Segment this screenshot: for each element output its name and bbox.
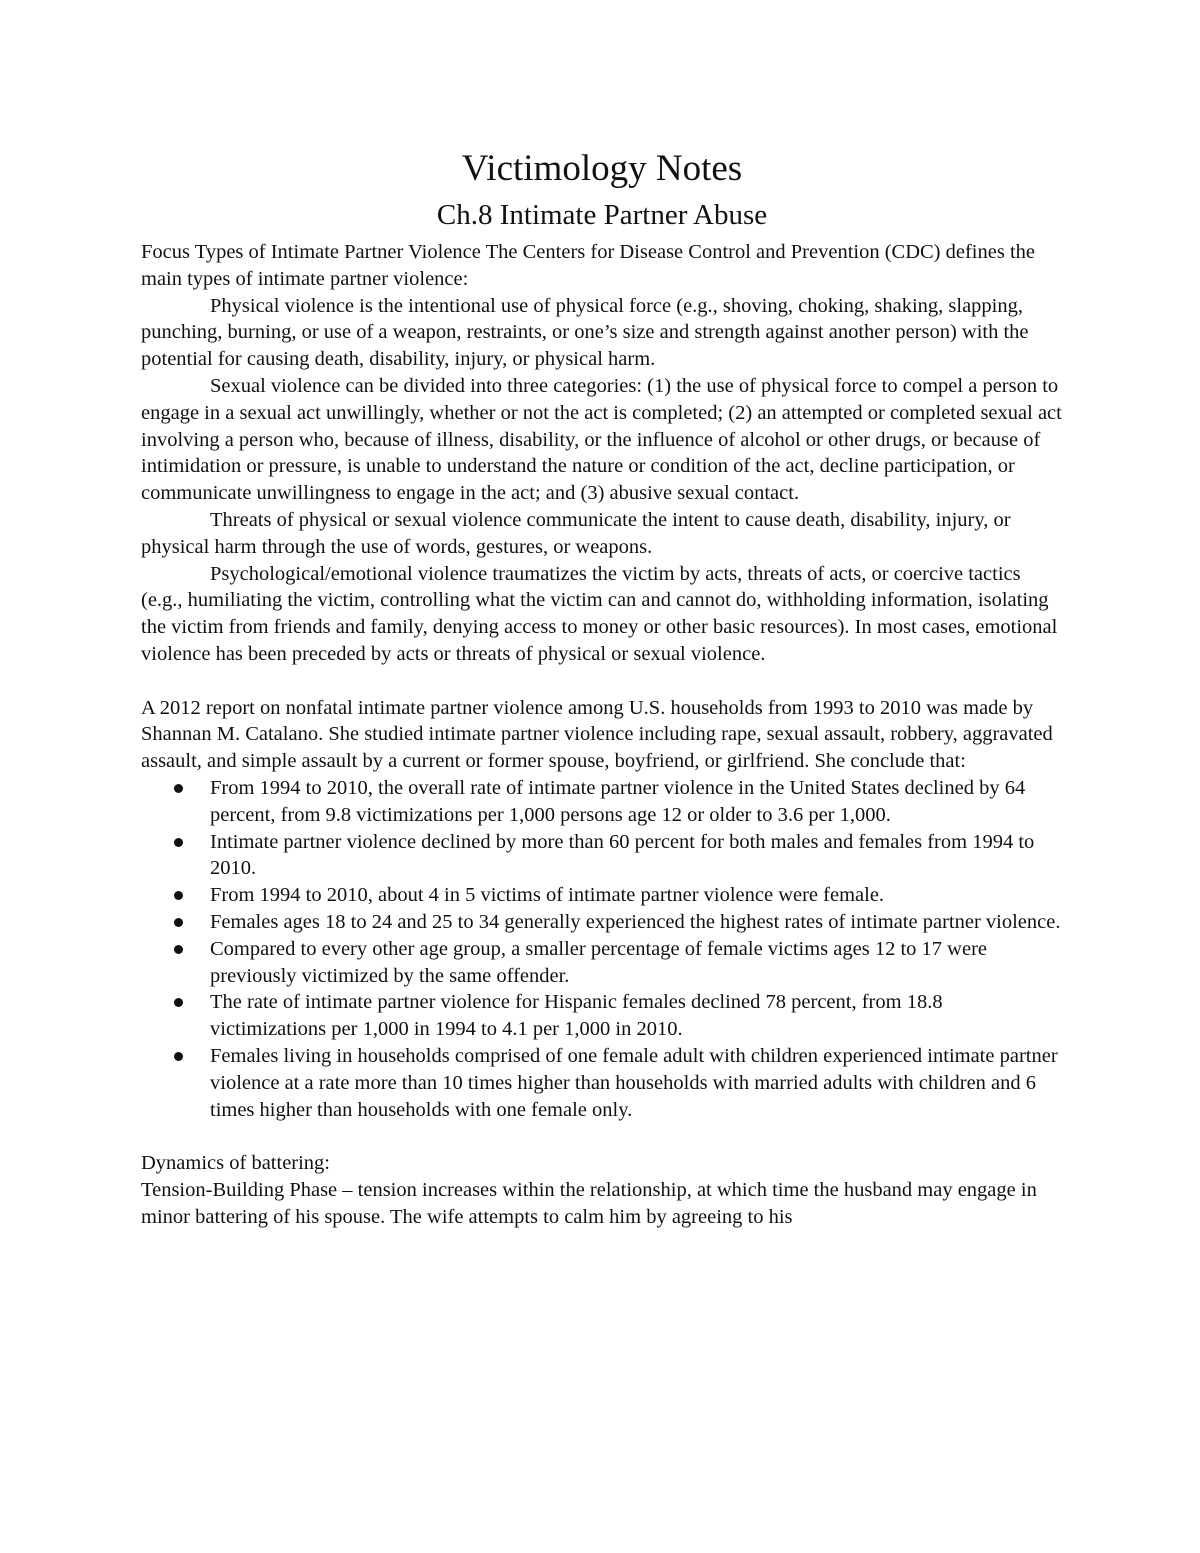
finding-text: Females living in households comprised of one female adult with children experienced intimate partner violence at a rate more than 10 times higher than households with married adults with children and 6 times higher than households with one female only.: [210, 1044, 1058, 1121]
finding-text: Compared to every other age group, a smaller percentage of female victims ages 12 to 17 were previously victimized by the same offender.: [210, 937, 987, 987]
list-item: [210, 936, 1063, 990]
type-threats: Threats of physical or sexual violence communicate the intent to cause death, disability, injury, or physical harm through the use of words, gestures, or weapons.: [141, 508, 1011, 558]
list-item: [210, 1043, 1063, 1123]
type-psychological-violence: Psychological/emotional violence traumatizes the victim by acts, threats of acts, or coercive tactics (e.g., humiliating the victim, controlling what the victim can and cannot do, withholding information, isolating the victim from friends and family, denying access to money or other basic resources). In most cases, emotional violence has been preceded by acts or threats of physical or sexual violence.: [141, 562, 1058, 665]
spacer: [141, 1123, 1063, 1150]
intro-paragraph: Focus Types of Intimate Partner Violence The Centers for Disease Control and Prevention (CDC) defines the main types of intimate partner violence:: [141, 241, 1036, 290]
finding-text: From 1994 to 2010, the overall rate of intimate partner violence in the United States declined by 64 percent, from 9.8 victimizations per 1,000 persons age 12 or older to 3.6 per 1,000.: [210, 776, 1026, 826]
bullet-icon: [174, 945, 183, 954]
bullet-icon: [174, 918, 183, 927]
bullet-icon: [174, 838, 183, 847]
list-item: [210, 989, 1063, 1043]
bullet-icon: [174, 1052, 183, 1061]
finding-text: The rate of intimate partner violence for Hispanic females declined 78 percent, from 18.8 victimizations per 1,000 in 1994 to 4.1 per 1,000 in 2010.: [210, 991, 943, 1041]
findings-list: [141, 775, 1063, 1123]
spacer: [141, 668, 1063, 695]
finding-text: Females ages 18 to 24 and 25 to 34 generally experienced the highest rates of intimate partner violence.: [210, 910, 1061, 933]
type-physical-violence: Physical violence is the intentional use of physical force (e.g., shoving, choking, shaking, slapping, punching, burning, or use of a weapon, restraints, or one’s size and strength against another person) with the potential for causing death, disability, injury, or physical harm.: [141, 294, 1029, 371]
list-item: [210, 775, 1063, 829]
type-sexual-violence: Sexual violence can be divided into three categories: (1) the use of physical force to compel a person to engage in a sexual act unwillingly, whether or not the act is completed; (2) an attempted or completed sexual act involving a person who, because of illness, disability, or the influence of alcohol or other drugs, or because of intimidation or pressure, is unable to understand the nature or condition of the act, decline participation, or communicate unwillingness to engage in the act; and (3) abusive sexual contact.: [141, 374, 1062, 505]
bullet-icon: [174, 891, 183, 900]
dynamics-heading: Dynamics of battering:: [141, 1152, 331, 1175]
dynamics-paragraph: Tension-Building Phase – tension increases within the relationship, at which time the husband may engage in minor battering of his spouse. The wife attempts to calm him by agreeing to his: [141, 1178, 1037, 1228]
finding-text: Intimate partner violence declined by more than 60 percent for both males and females from 1994 to 2010.: [210, 830, 1035, 880]
document-body: [141, 140, 1063, 1230]
bullet-icon: [174, 998, 183, 1007]
list-item: [210, 829, 1063, 883]
finding-text: From 1994 to 2010, about 4 in 5 victims of intimate partner violence were female.: [210, 884, 885, 907]
bullet-icon: [174, 784, 183, 793]
chapter-subtitle: Ch.8 Intimate Partner Abuse: [436, 199, 768, 231]
page-title: Victimology Notes: [461, 148, 743, 189]
list-item: [210, 909, 1063, 936]
list-item: [210, 882, 1063, 909]
report-paragraph: A 2012 report on nonfatal intimate partner violence among U.S. households from 1993 to 2010 was made by Shannan M. Catalano. She studied intimate partner violence including rape, sexual assault, robbery, aggravated assault, and simple assault by a current or former spouse, boyfriend, or girlfriend. She conclude that:: [141, 696, 1053, 773]
